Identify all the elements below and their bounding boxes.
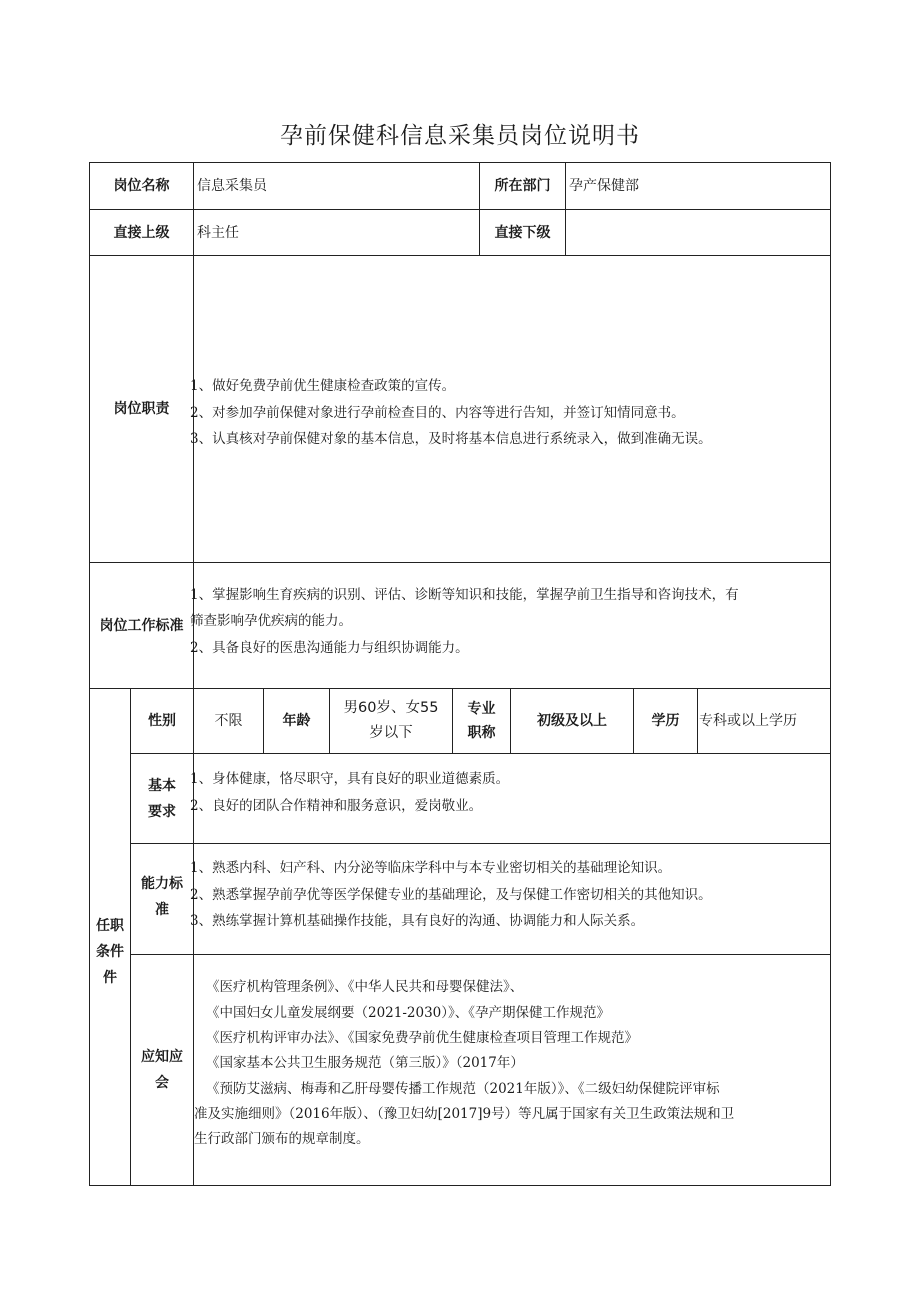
regulation-item: 《医疗机构管理条例》、《中华人民共和母婴保健法》、 bbox=[206, 979, 524, 996]
standard-item: 2、具备良好的医患沟通能力与组织协调能力。 bbox=[190, 639, 469, 656]
table-border-bottom bbox=[89, 1185, 831, 1186]
qualifications-label-line3: 件 bbox=[103, 970, 117, 986]
title-label bbox=[453, 689, 510, 753]
ability-label-line2: 准 bbox=[155, 902, 169, 918]
ability-standard-label bbox=[131, 844, 193, 954]
gender-label: 性别 bbox=[148, 713, 176, 729]
title-label-line2: 职称 bbox=[467, 725, 496, 741]
duties-content bbox=[189, 256, 830, 562]
knowledge-label bbox=[131, 955, 193, 1185]
knowledge-label-line2: 会 bbox=[155, 1075, 169, 1091]
standard-item: 1、掌握影响生育疾病的识别、评估、诊断等知识和技能，掌握孕前卫生指导和咨询技术，有 bbox=[190, 586, 739, 603]
education-label: 学历 bbox=[651, 713, 680, 729]
document-title: 孕前保健科信息采集员岗位说明书 bbox=[280, 123, 640, 149]
regulation-item-continued: 准及实施细则》（2016年版）、（豫卫妇幼[2017]9号）等凡属于国家有关卫生政策法规和卫 bbox=[194, 1105, 735, 1122]
regulation-item-continued: 生行政部门颁布的规章制度。 bbox=[194, 1131, 370, 1148]
table-border-right bbox=[830, 162, 831, 1186]
title-value: 初级及以上 bbox=[537, 713, 607, 729]
standard-item: 筛查影响孕优疾病的能力。 bbox=[190, 613, 352, 630]
basic-requirements-label bbox=[131, 754, 193, 843]
ability-item: 2、熟悉掌握孕前孕优等医学保健专业的基础理论，及与保健工作密切相关的其他知识。 bbox=[190, 886, 712, 903]
knowledge-label-line1: 应知应 bbox=[141, 1049, 183, 1065]
qualifications-label bbox=[90, 689, 130, 1185]
duties-label: 岗位职责 bbox=[113, 401, 170, 417]
age-value-line2: 岁以下 bbox=[369, 725, 413, 741]
knowledge-content bbox=[194, 955, 830, 1185]
age-label: 年龄 bbox=[282, 713, 311, 729]
ability-standard-content bbox=[189, 844, 830, 954]
position-name-label: 岗位名称 bbox=[113, 178, 170, 194]
regulation-item: 《预防艾滋病、梅毒和乙肝母婴传播工作规范（2021年版）》、《二级妇幼保健院评审标 bbox=[206, 1080, 720, 1097]
ability-item: 3、熟练掌握计算机基础操作技能，具有良好的沟通、协调能力和人际关系。 bbox=[190, 913, 645, 930]
department-label: 所在部门 bbox=[494, 178, 551, 194]
duty-item: 1、做好免费孕前优生健康检查政策的宣传。 bbox=[190, 378, 456, 395]
ability-item: 1、熟悉内科、妇产科、内分泌等临床学科中与本专业密切相关的基础理论知识。 bbox=[190, 860, 672, 877]
superior-value: 科主任 bbox=[197, 224, 239, 241]
qualifications-label-line1: 任职 bbox=[96, 918, 124, 934]
basic-label-line1: 基本 bbox=[148, 777, 176, 794]
regulation-item: 《国家基本公共卫生服务规范（第三版）》（2017年） bbox=[206, 1055, 524, 1072]
age-value-line1: 男60岁、女55 bbox=[343, 700, 439, 716]
subordinate-value bbox=[566, 210, 830, 255]
work-standard-content bbox=[189, 563, 830, 688]
position-name-value: 信息采集员 bbox=[197, 178, 267, 194]
gender-value: 不限 bbox=[214, 713, 243, 729]
basic-item: 1、身体健康，恪尽职守，具有良好的职业道德素质。 bbox=[190, 771, 510, 787]
regulation-item: 《中国妇女儿童发展纲要（2021-2030）》、《孕产期保健工作规范》 bbox=[206, 1004, 611, 1021]
qualifications-label-line2: 条件 bbox=[96, 944, 124, 960]
basic-requirements-content bbox=[189, 754, 830, 843]
education-value: 专科或以上学历 bbox=[699, 713, 797, 729]
regulation-item: 《医疗机构评审办法》、《国家免费孕前优生健康检查项目管理工作规范》 bbox=[206, 1030, 638, 1047]
work-standard-label: 岗位工作标准 bbox=[99, 617, 184, 634]
age-value bbox=[330, 689, 452, 753]
department-value: 孕产保健部 bbox=[569, 178, 639, 194]
subordinate-label: 直接下级 bbox=[494, 224, 551, 241]
duty-item: 3、认真核对孕前保健对象的基本信息，及时将基本信息进行系统录入，做到准确无误。 bbox=[190, 431, 712, 448]
duty-item: 2、对参加孕前保健对象进行孕前检查目的、内容等进行告知，并签订知情同意书。 bbox=[190, 404, 685, 421]
title-label-line1: 专业 bbox=[467, 701, 496, 717]
basic-label-line2: 要求 bbox=[148, 803, 176, 820]
superior-label: 直接上级 bbox=[113, 224, 170, 241]
ability-label-line1: 能力标 bbox=[141, 876, 183, 892]
basic-item: 2、良好的团队合作精神和服务意识，爱岗敬业。 bbox=[190, 797, 483, 814]
